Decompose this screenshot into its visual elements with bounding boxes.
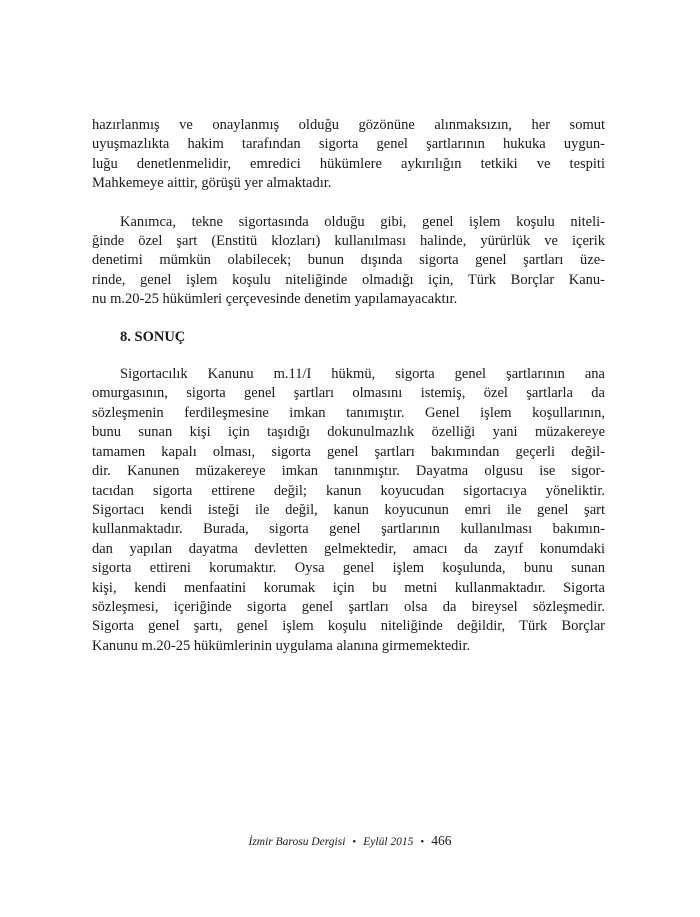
footer-separator: •	[352, 836, 357, 848]
issue-date: Eylül 2015	[363, 836, 414, 848]
text-line: hazırlanmış ve onaylanmış olduğu gözönüne alınmaksızın, her somut	[92, 117, 605, 133]
text-line: sözleşmesi, içeriğinde sigorta genel şartları olsa da bireysel sözleşmedir.	[92, 598, 605, 615]
text-line: sigorta ettireni korumaktır. Oysa genel işlem koşulunda, bunu sunan	[92, 560, 605, 577]
page-footer	[0, 833, 700, 849]
text-line: kullanmaktadır. Burada, sigorta genel şartlarının kullanılması bakımın-	[92, 521, 605, 538]
text-line: Sigorta genel şartı, genel işlem koşulu niteliğinde değildir, Türk Borçlar	[92, 618, 605, 635]
text-line: dan yapılan dayatma devletten gelmektedir, amacı da zayıf konumdaki	[92, 540, 605, 557]
text-line: tacıdan sigorta ettirene değil; kanun koyucudan sigortacıya yöneliktir.	[92, 482, 605, 499]
text-line: Sigortacılık Kanunu m.11/I hükmü, sigorta genel şartlarının ana	[120, 366, 605, 383]
text-line: Sigortacı kendi isteği ile değil, kanun koyucunun emri ile genel şart	[92, 501, 605, 518]
text-line: uyuşmazlıkta hakim tarafından sigorta genel şartlarının hukuka uygun-	[92, 136, 605, 153]
journal-name: İzmir Barosu Dergisi	[248, 836, 346, 848]
page-number: 466	[431, 833, 452, 848]
text-line: Kanımca, tekne sigortasında olduğu gibi, genel işlem koşulu niteli-	[120, 213, 605, 230]
page-body	[92, 116, 605, 656]
text-line: omurgasının, sigorta genel şartları olmasını istemiş, özel şartlarla da	[92, 385, 605, 402]
text-line: bunu sunan kişi için taşıdığı dokunulmazlık özelliği yani müzakereye	[92, 424, 605, 441]
text-line: kişi, kendi menfaatini korumak için bu metni kullanmaktadır. Sigorta	[92, 579, 605, 596]
conclusion-paragraph	[92, 365, 605, 656]
text-line: denetimi mümkün olabilecek; bunun dışında sigorta genel şartları üze-	[92, 252, 605, 269]
section-heading: 8. SONUÇ	[120, 328, 186, 345]
text-line: ğinde özel şart (Enstitü klozları) kullanılması halinde, yürürlük ve içerik	[92, 233, 605, 250]
paragraph-2	[92, 213, 605, 310]
text-line: nu m.20-25 hükümleri çerçevesinde denetim yapılamayacaktır.	[92, 291, 458, 308]
text-line: Kanunu m.20-25 hükümlerinin uygulama alanına girmemektedir.	[92, 637, 471, 654]
text-line: dir. Kanunen müzakereye imkan tanınmıştır. Dayatma olgusu ise sigor-	[92, 463, 605, 480]
text-line: tamamen kapalı olması, sigorta genel şartları bakımından geçerli değil-	[92, 443, 605, 460]
paragraph-1	[92, 116, 605, 194]
text-line: Mahkemeye aittir, görüşü yer almaktadır.	[92, 175, 332, 192]
text-line: luğu denetlenmelidir, emredici hükümlere aykırılığın tetkiki ve tespiti	[92, 155, 605, 172]
footer-separator: •	[420, 836, 425, 848]
text-line: rinde, genel işlem koşulu niteliğinde olmadığı için, Türk Borçlar Kanu-	[92, 271, 605, 288]
text-line: sözleşmenin ferdileşmesine imkan tanımıştır. Genel işlem koşullarının,	[92, 404, 605, 421]
